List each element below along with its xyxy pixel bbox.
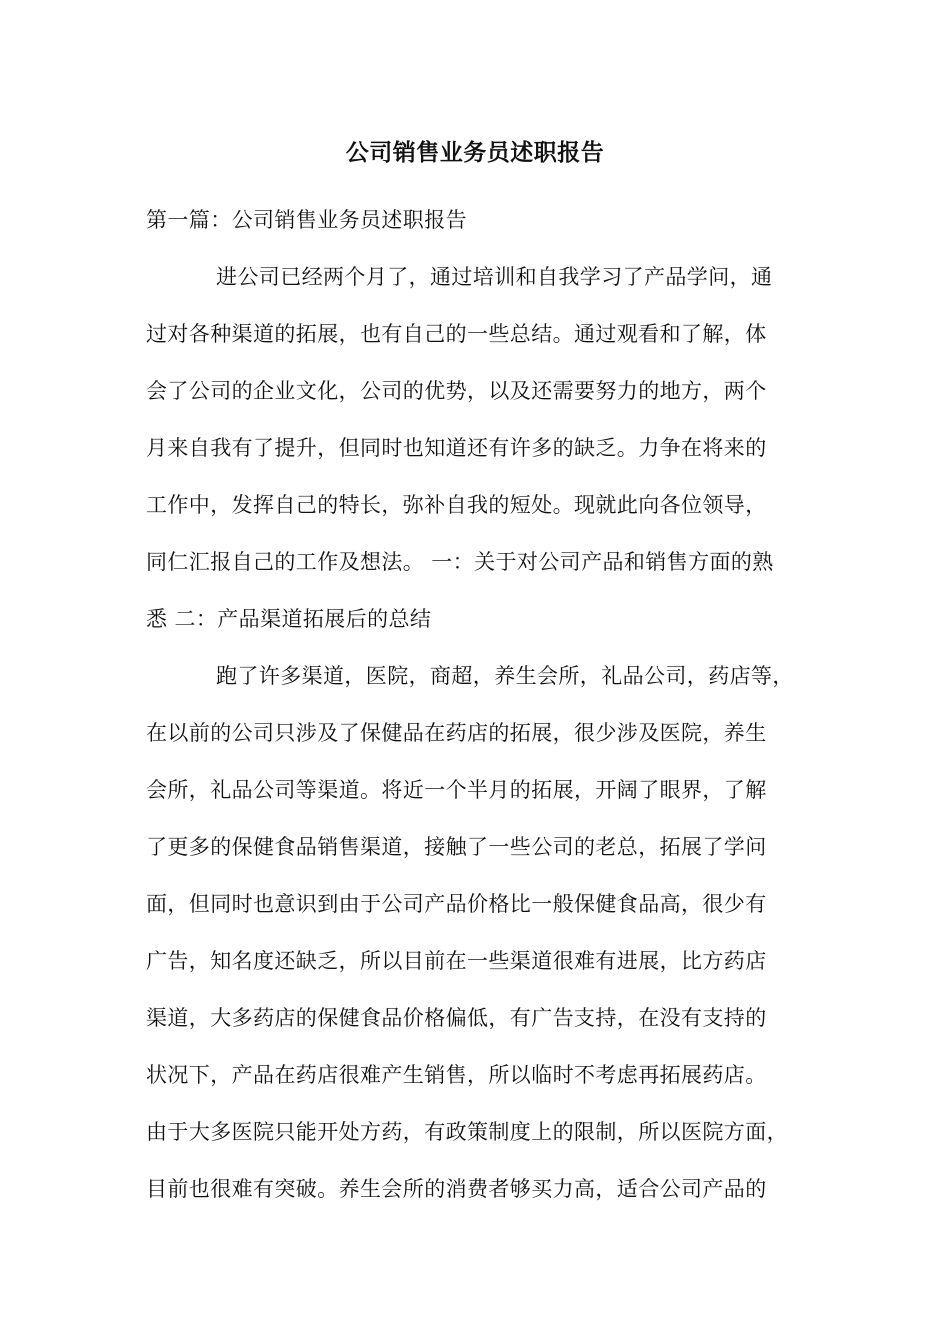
paragraph-line: 会了公司的企业文化，公司的优势，以及还需要努力的地方，两个: [146, 379, 767, 403]
paragraph-line: 跑了许多渠道，医院，商超，养生会所，礼品公司，药店等，: [216, 664, 794, 688]
paragraph-line: 了更多的保健食品销售渠道，接触了一些公司的老总，拓展了学问: [146, 835, 767, 859]
paragraph-line: 由于大多医院只能开处方药，有政策制度上的限制，所以医院方面，: [146, 1120, 788, 1144]
paragraph-line: 悉 二：产品渠道拓展后的总结: [146, 607, 432, 631]
document-title: 公司销售业务员述职报告: [345, 139, 605, 166]
paragraph-line: 进公司已经两个月了，通过培训和自我学习了产品学问，通: [216, 265, 773, 289]
paragraph-line: 面，但同时也意识到由于公司产品价格比一般保健食品高，很少有: [146, 892, 767, 916]
paragraph-line: 渠道，大多药店的保健食品价格偏低，有广告支持，在没有支持的: [146, 1006, 767, 1030]
paragraph-line: 会所，礼品公司等渠道。将近一个半月的拓展，开阔了眼界，了解: [146, 778, 767, 802]
paragraph-line: 工作中，发挥自己的特长，弥补自我的短处。现就此向各位领导，: [146, 493, 767, 517]
paragraph-line: 广告，知名度还缺乏，所以目前在一些渠道很难有进展，比方药店: [146, 949, 767, 973]
paragraph-line: 在以前的公司只涉及了保健品在药店的拓展，很少涉及医院，养生: [146, 721, 767, 745]
section-heading: 第一篇：公司销售业务员述职报告: [146, 208, 467, 232]
paragraph-line: 过对各种渠道的拓展，也有自己的一些总结。通过观看和了解，体: [146, 322, 767, 346]
paragraph-line: 同仁汇报自己的工作及想法。 一：关于对公司产品和销售方面的熟: [146, 550, 774, 574]
paragraph-line: 目前也很难有突破。养生会所的消费者够买力高，适合公司产品的: [146, 1177, 767, 1201]
paragraph-line: 状况下，产品在药店很难产生销售，所以临时不考虑再拓展药店。: [146, 1063, 767, 1087]
paragraph-line: 月来自我有了提升，但同时也知道还有许多的缺乏。力争在将来的: [146, 436, 767, 460]
